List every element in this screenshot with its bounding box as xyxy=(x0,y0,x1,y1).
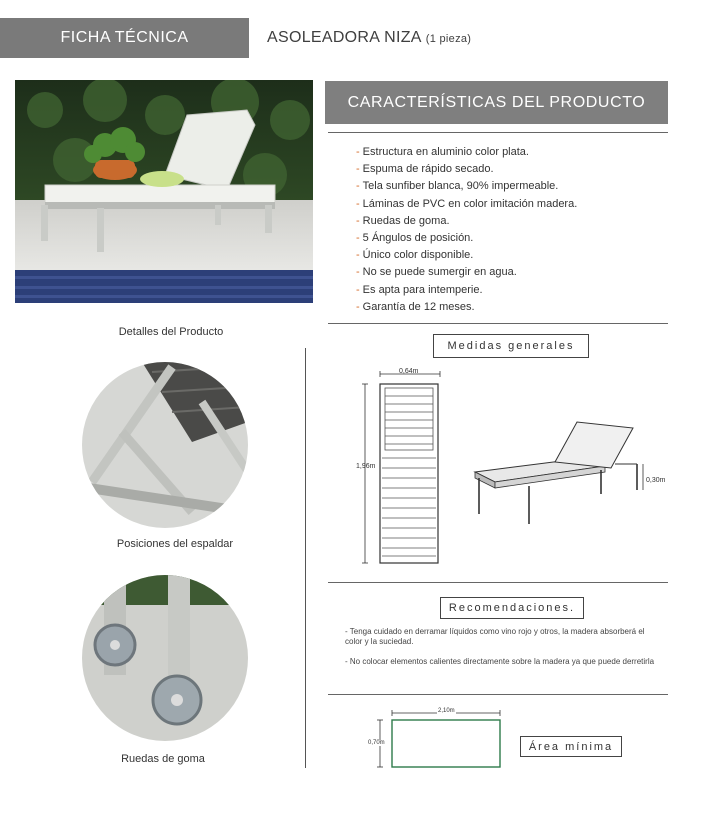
dim-height-label: 0,30m xyxy=(646,477,666,484)
divider-top xyxy=(328,132,668,133)
product-name: ASOLEADORA NIZA xyxy=(267,29,422,46)
product-title xyxy=(267,29,471,47)
characteristics-title-bar xyxy=(325,81,668,124)
area-width-label: 2,10m xyxy=(438,708,455,714)
divider-recommendations xyxy=(328,694,668,695)
feature-item: - Láminas de PVC en color imitación madera. xyxy=(356,197,578,210)
dimensions-title-box xyxy=(433,334,589,358)
feature-item: - Espuma de rápido secado. xyxy=(356,163,494,176)
backrest-detail-illustration xyxy=(82,362,248,528)
dimensions-title: Medidas generales xyxy=(447,340,575,352)
min-area-title-box xyxy=(520,736,622,757)
dimensions-diagram xyxy=(355,366,665,566)
product-photo xyxy=(15,80,313,303)
wheels-detail-illustration xyxy=(82,575,248,741)
lounger-photo-illustration xyxy=(15,80,313,303)
recommendations-title-box xyxy=(440,597,584,619)
feature-item: - Es apta para intemperie. xyxy=(356,283,483,296)
header-tab xyxy=(0,18,249,58)
caption-backrest: Posiciones del espaldar xyxy=(116,538,234,550)
characteristics-title: CARACTERÍSTICAS DEL PRODUCTO xyxy=(347,93,646,111)
feature-item: - No se puede sumergir en agua. xyxy=(356,266,517,279)
product-qty: (1 pieza) xyxy=(425,33,472,45)
feature-item: - 5 Ángulos de posición. xyxy=(356,232,474,245)
caption-details: Detalles del Producto xyxy=(118,326,224,338)
recommendations-title: Recomendaciones. xyxy=(448,602,576,614)
feature-item: - Ruedas de goma. xyxy=(356,214,450,227)
recommendation-item: - Tenga cuidado en derramar líquidos como vino rojo y otros, la madera absorberá el color y la suciedad. xyxy=(345,627,645,646)
min-area-title: Área mínima xyxy=(528,740,614,753)
feature-item: - Único color disponible. xyxy=(356,249,474,262)
header-tab-label: FICHA TÉCNICA xyxy=(60,29,189,46)
wheels-photo xyxy=(82,575,248,741)
divider-dimensions xyxy=(328,582,668,583)
dim-length-label: 1,96m xyxy=(356,463,376,470)
caption-wheels: Ruedas de goma xyxy=(121,753,205,765)
vertical-divider xyxy=(305,348,306,768)
min-area-diagram xyxy=(365,708,515,774)
features-list xyxy=(356,144,577,316)
divider-features xyxy=(328,323,668,324)
feature-item: - Estructura en aluminio color plata. xyxy=(356,146,529,158)
backrest-photo xyxy=(82,362,248,528)
feature-item: - Tela sunfiber blanca, 90% impermeable. xyxy=(356,180,559,193)
dim-width-label: 0,64m xyxy=(399,368,419,375)
feature-item: - Garantía de 12 meses. xyxy=(356,300,475,313)
area-depth-label: 0,70m xyxy=(368,740,385,746)
recommendation-item: - No colocar elementos calientes directamente sobre la madera ya que puede derretirla xyxy=(345,657,655,666)
